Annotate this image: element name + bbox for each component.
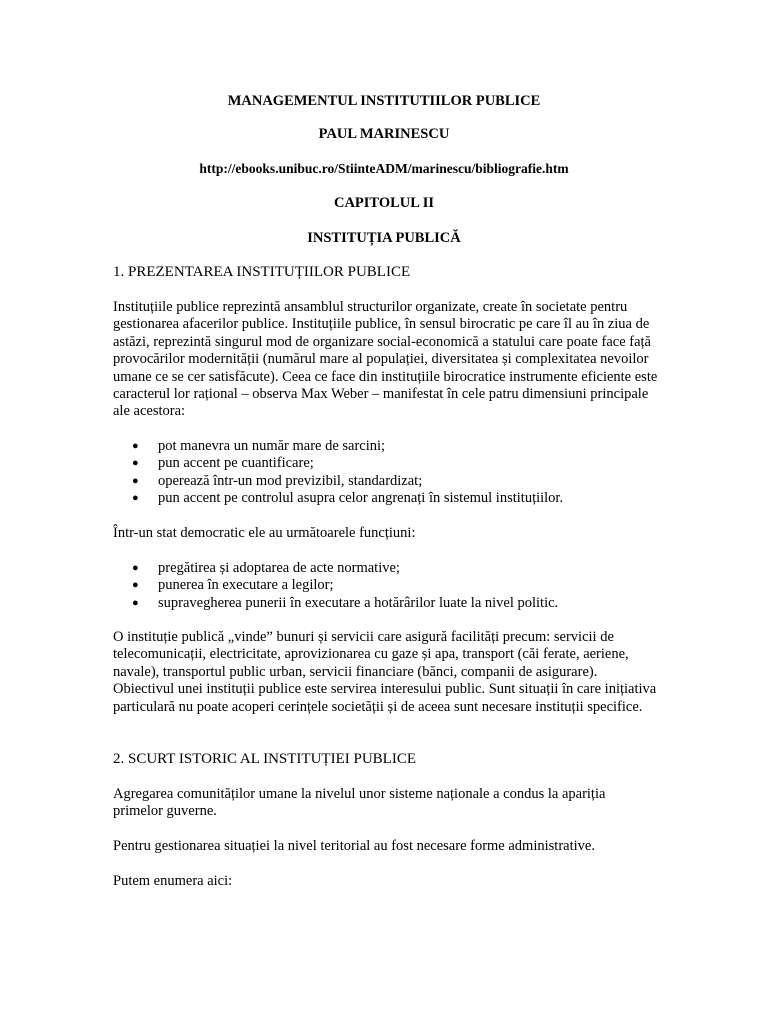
chapter-title: INSTITUȚIA PUBLICĂ — [307, 230, 461, 246]
list-item: ● pregătirea și adoptarea de acte normative; — [132, 560, 400, 576]
paragraph-enumerate: Putem enumera aici: — [113, 873, 233, 889]
paragraph-functions-intro: Într-un stat democratic ele au următoarele funcțiuni: — [113, 525, 416, 541]
paragraph-administrative-forms: Pentru gestionarea situației la nivel teritorial au fost necesare forme administrative. — [113, 838, 595, 854]
list-item: ● operează într-un mod previzibil, standardizat; — [132, 472, 423, 489]
section-heading-2: 2. SCURT ISTORIC AL INSTITUȚIEI PUBLICE — [113, 751, 416, 767]
bullet-icon: ● — [132, 562, 139, 574]
list-item: ● punerea în executare a legilor; — [132, 577, 334, 594]
bullet-icon: ● — [132, 579, 139, 592]
section-heading-1: 1. PREZENTAREA INSTITUȚIILOR PUBLICE — [113, 264, 411, 280]
bullet-icon: ● — [132, 457, 139, 470]
list-item: ● pot manevra un număr mare de sarcini; — [132, 438, 386, 454]
bullet-icon: ● — [132, 474, 139, 487]
chapter-number: CAPITOLUL II — [333, 195, 435, 211]
list-item: ● supravegherea punerii în executare a hotărârilor luate la nivel politic. — [132, 594, 559, 611]
list-item: ● pun accent pe controlul asupra celor angrenați în sistemul instituțiilor. — [132, 490, 564, 507]
bullet-list-functions — [113, 560, 673, 612]
bullet-list-dimensions — [113, 438, 673, 508]
source-url[interactable]: http://ebooks.unibuc.ro/StiinteADM/marinescu/bibliografie.htm — [199, 161, 569, 176]
paragraph-public-services: O instituție publică „vinde” bunuri și servicii care asigură facilități precum: servicii de telecomunicații, electricitate, aprovizionarea cu gaze și apa, transport (căi ferate, aeriene, navale), transportul public urban, servicii financiare (bănci, companii de asigurare). Obiectivul unei instituții publice este servirea interesului public. Sunt situații în care inițiativa particulară nu poate acoperi cerințele societății și de aceea sunt necesare instituții specifice. — [113, 629, 657, 715]
bullet-icon: ● — [132, 440, 139, 452]
bullet-icon: ● — [132, 596, 139, 609]
author-name: PAUL MARINESCU — [318, 126, 450, 142]
paragraph-institutions-definition: Instituțiile publice reprezintă ansamblul structurilor organizate, create în societate pentru gestionarea afacerilor publice. Instituțiile publice, în sensul birocratic pe care îl au în ziua de astăzi, reprezintă singurul mod de organizare social-economică a statului care poate face față provocărilor modernității (numărul mare al populației, diversitatea și complexitatea nevoilor umane ce se cer satisfăcute). Ceea ce face din instituțiile birocratice instrumente eficiente este caracterul lor rațional – observa Max Weber – manifestat în cele patru dimensiuni principale ale acestora: — [113, 299, 658, 420]
bullet-icon: ● — [132, 492, 139, 505]
list-item: ● pun accent pe cuantificare; — [132, 455, 314, 472]
paragraph-governments: Agregarea comunităților umane la nivelul unor sisteme naționale a condus la apariția primelor guverne. — [113, 786, 606, 820]
document-title: MANAGEMENTUL INSTITUTIILOR PUBLICE — [227, 93, 541, 109]
